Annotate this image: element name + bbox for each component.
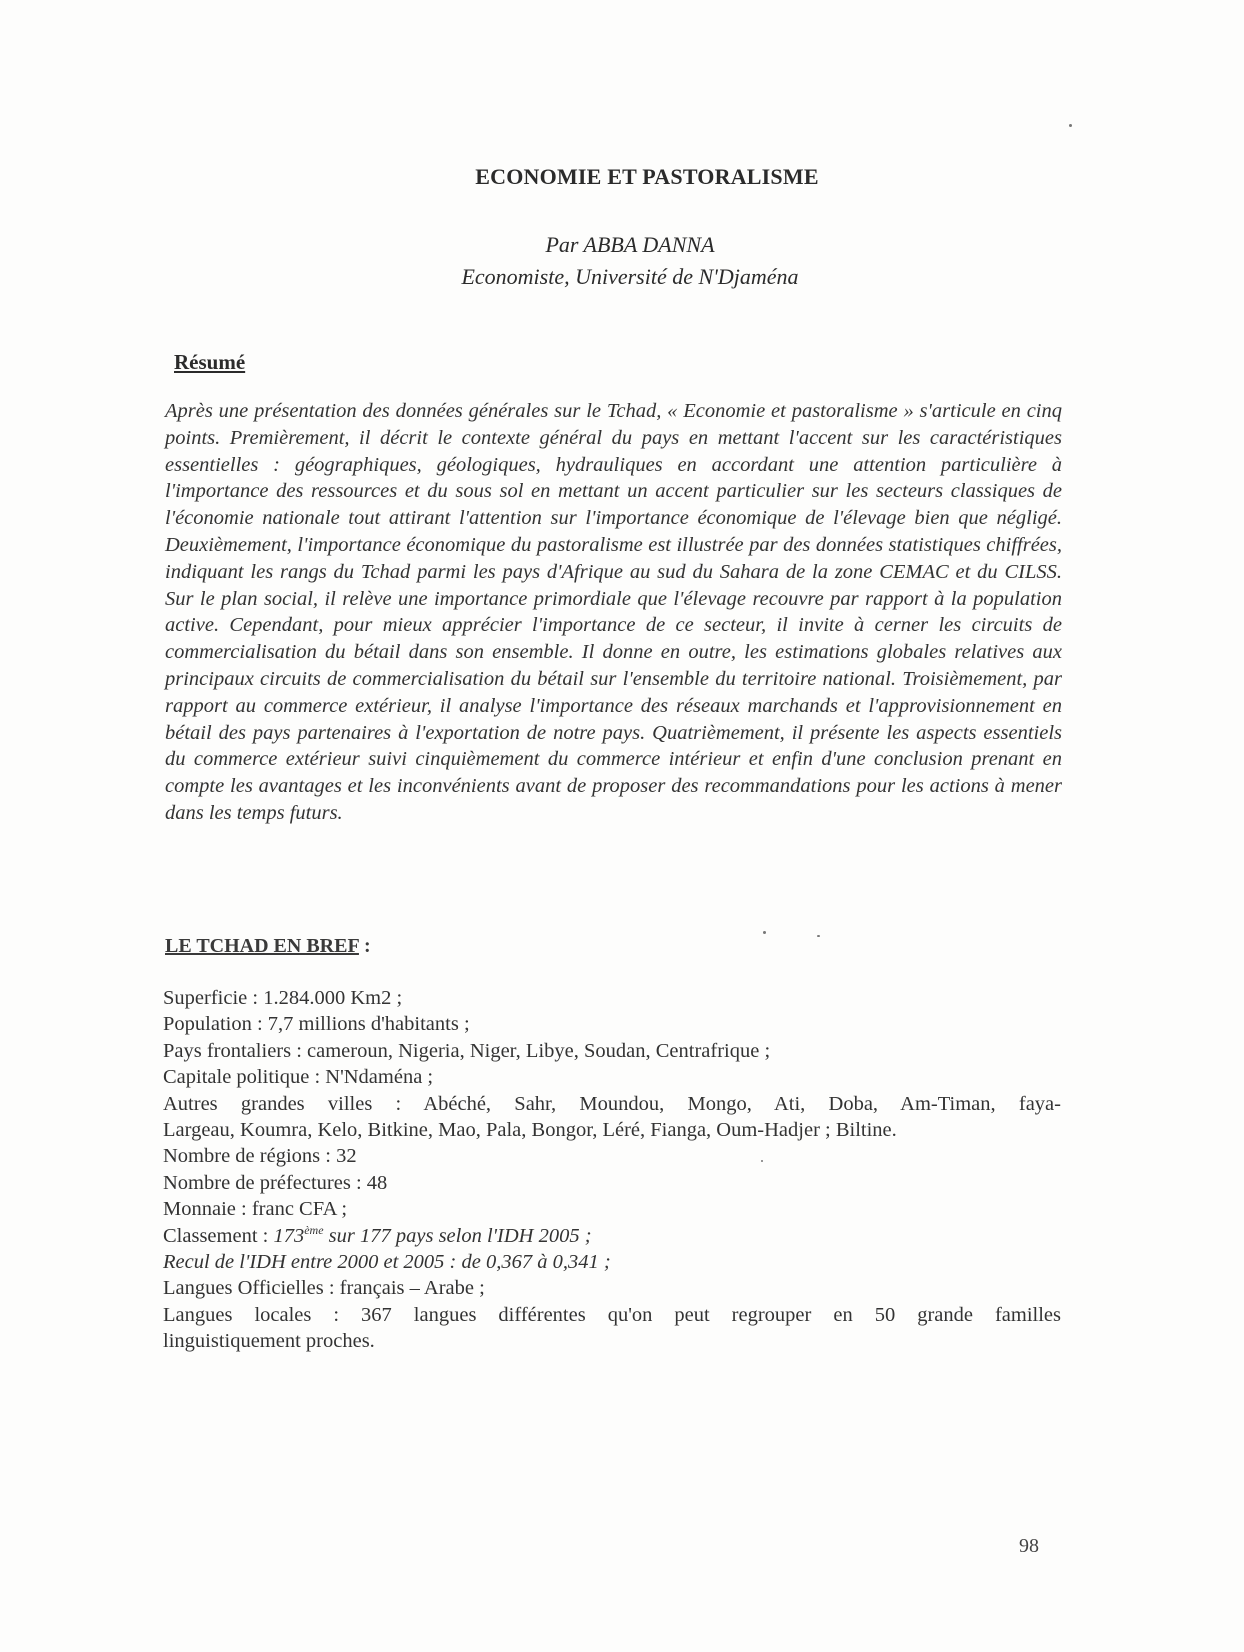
classement-rest: sur 177 pays selon l'IDH 2005 ; [323,1224,592,1247]
resume-heading: Résumé [174,350,246,374]
page-number: 98 [1019,1535,1039,1557]
fact-classement [163,1223,1061,1249]
brief-heading [165,935,371,958]
fact-monnaie: Monnaie : franc CFA ; [163,1198,348,1221]
author-affiliation: Economiste, Université de N'Djaména [461,264,799,289]
classement-rank: 173 [273,1224,305,1247]
fact-langues-locales-line1: Langues locales : 367 langues différentes qu'on peut regrouper en 50 grande familles [163,1303,1061,1326]
fact-superficie: Superficie : 1.284.000 Km2 ; [163,987,403,1009]
page-title: ECONOMIE ET PASTORALISME [475,164,819,189]
fact-pays-frontaliers: Pays frontaliers : cameroun, Nigeria, Niger, Libye, Soudan, Centrafrique ; [163,1039,771,1062]
fact-villes-line2: Largeau, Koumra, Kelo, Bitkine, Mao, Pala, Bongor, Léré, Fianga, Oum-Hadjer ; Biltine. [163,1119,897,1142]
scan-speck [761,1160,763,1162]
fact-villes-line1: Autres grandes villes : Abéché, Sahr, Moundou, Mongo, Ati, Doba, Am-Timan, faya- [163,1092,1061,1115]
brief-heading-suffix: : [358,935,371,957]
fact-prefectures: Nombre de préfectures : 48 [163,1171,388,1194]
author-byline: Par ABBA DANNA [545,232,715,257]
brief-heading-label: LE TCHAD EN BREF [165,935,359,957]
fact-capitale: Capitale politique : N'Ndaména ; [163,1066,434,1089]
author-block [430,229,830,293]
resume-text: Après une présentation des données générales sur le Tchad, « Economie et pastoralisme » s'articule en cinq points. Premièrement, il décrit le contexte général du pays en mettant l'accent sur les caractéristiques essentielles : géographiques, géologiques, hydrauliques en accordant une attention particulière à l'importance des ressources et du sous sol en mettant un accent particulier sur les secteurs classiques de l'économie nationale tout attirant l'attention sur l'importance économique de l'élevage bien que négligé. Deuxièmement, l'importance économique du pastoralisme est illustrée par des données statistiques chiffrées, indiquant les rangs du Tchad parmi les pays d'Afrique au sud du Sahara de la zone CEMAC et du CILSS. Sur le plan social, il relève une importance primordiale que l'élevage recouvre par rapport à la population active. Cependant, pour mieux apprécier l'importance de ce secteur, il invite à cerner les circuits de commercialisation du bétail dans son ensemble. Il donne en outre, les estimations globales relatives aux principaux circuits de commercialisation du bétail sur l'ensemble du territoire national. Troisièmement, par rapport au commerce extérieur, il analyse l'importance des réseaux marchands et l'approvisionnement en bétail des pays partenaires à l'exportation de notre pays. Quatrièmement, il présente les aspects essentiels du commerce extérieur suivi cinquièmement du commerce intérieur et enfin d'une conclusion prenant en compte les avantages et les inconvénients avant de proposer des recommandations pour les actions à mener dans les temps futurs. [165,400,1062,824]
fact-langues-locales-line2: linguistiquement proches. [163,1330,375,1353]
classement-label: Classement : [163,1224,274,1247]
fact-recul-idh: Recul de l'IDH entre 2000 et 2005 : de 0,367 à 0,341 ; [163,1251,611,1274]
fact-population: Population : 7,7 millions d'habitants ; [163,1013,470,1036]
fact-langues-officielles: Langues Officielles : français – Arabe ; [163,1277,485,1300]
scan-speck [1069,124,1072,127]
classement-sup: ème [304,1222,324,1237]
fact-regions: Nombre de régions : 32 [163,1145,357,1168]
scan-speck [817,935,820,937]
scan-speck [763,931,766,934]
facts-list [163,985,1061,1355]
